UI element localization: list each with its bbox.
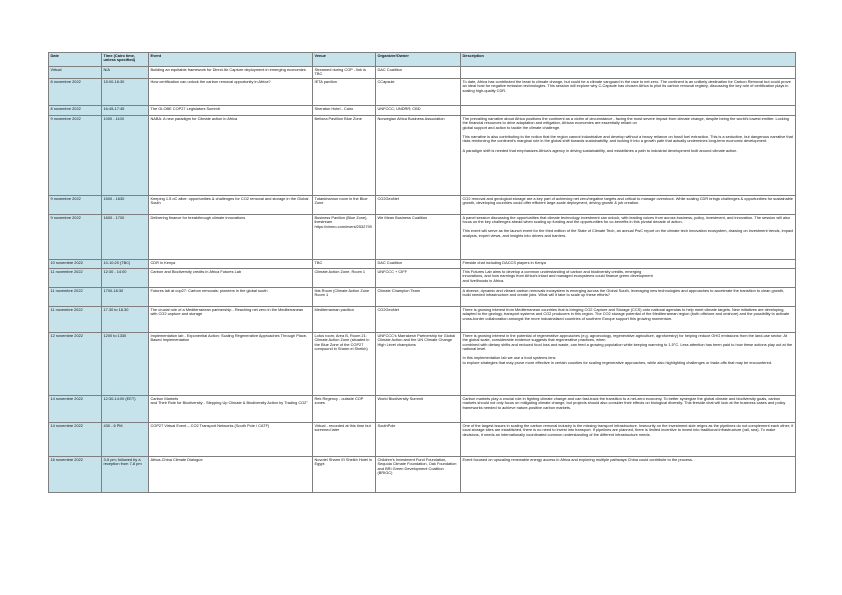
cell-date: 10 novembre 2022 <box>49 260 102 269</box>
cell-time: 10-10:20 (TBC) <box>102 260 149 269</box>
cell-event: The crucial role of a Mediterranean partnership - Reaching net zero in the Mediterranean with CO2 capture and storage <box>149 307 313 333</box>
cell-description <box>461 67 796 79</box>
cell-description: The prevailing narrative about Africa positions the continent as a victim of circumstance - facing the most severe impact from climate change, despite being the world's lowest emitter. Locking the financial resources to drive adaptation and mitigation, African economies are essentially reliant on global support and action to tackle the climate challenge. This narrative is also contributing to the notion that the region cannot industrialize and develop without a heavy reliance on fossil fuel extraction. This is a seductive, but dangerous narrative that risks reinforcing the continent's marginal role in the global shift towards sustainability, and locking it into a growth path that actually undermines long-term economic development. A paradigm shift is needed that emphasizes Africa's agency in driving sustainability, and establishes a path to industrial development built around climate action. <box>461 116 796 196</box>
cell-organizer: DAC Coalition <box>376 67 461 79</box>
table-row <box>49 79 796 106</box>
cell-description: A diverse, dynamic and vibrant carbon removals ecosystem is emerging across the Global South, leveraging new technologies and approaches to accelerate the transition to clean growth, build needed infrastructure and create jobs. What will it take to scale up these efforts? <box>461 288 796 307</box>
cell-time: 1700-18:30 <box>102 288 149 307</box>
cell-date: 16 novembre 2022 <box>49 457 102 493</box>
cell-event: CDR in Kenya <box>149 260 313 269</box>
cell-time: 1500 - 1630 <box>102 196 149 215</box>
cell-organizer: Norwegian Africa Business Association <box>376 116 461 196</box>
cell-venue: Ibis Room (Climate Action Zone Room 1 <box>313 288 376 307</box>
table-row <box>49 106 796 116</box>
header-description: Description <box>461 53 796 67</box>
cell-event: How certification can unlock the carbon removal opportunity in Africa? <box>149 79 313 106</box>
cell-event: Keeping 1.5 oC alive: opportunities & challenges for CO2 removal and storage in the Global South <box>149 196 313 215</box>
table-row <box>49 423 796 457</box>
cell-event: Implementation lab - Exponential Action: Scaling Regenerative Approaches Through Place-Based Implementation <box>149 333 313 396</box>
header-venue: Venue <box>313 53 376 67</box>
cell-time: 1600 - 1700 <box>102 215 149 260</box>
cell-date: Virtual <box>49 67 102 79</box>
cell-description: Fireside chat including DACCS players in Kenya <box>461 260 796 269</box>
cell-description: A panel session discussing the opportunities that climate technology investment can unlock, with leading voices from across business, policy, investment, and innovation. The session will also focus on the key challenges ahead when scaling up funding and the opportunities for co-benefits in this pivotal decade of action. This event will serve as the launch event for the third edition of the State of Climate Tech, an annual PwC report on the climate tech innovation ecosystem, drawing on investment trends, impact analysis, expert views, and insights into drivers and barriers. <box>461 215 796 260</box>
cell-event: Building an equitable framework for Direct Air Capture deployment in emerging economies <box>149 67 313 79</box>
cell-time: 430 - 6 PM <box>102 423 149 457</box>
cell-venue: IETA pavilion <box>313 79 376 106</box>
header-row <box>49 53 796 67</box>
cell-venue: Streamed during COP - link is TBC <box>313 67 376 79</box>
cell-venue: Business Pavilion (Blue Zone), livestream https://vimeo.com/event/2532799 <box>313 215 376 260</box>
cell-organizer: UNFCCC + CIFF <box>376 269 461 288</box>
cell-time: 12:30 - 14:00 <box>102 269 149 288</box>
table-row <box>49 196 796 215</box>
cell-organizer: Children's Investment Fund Foundation, Sequoia Climate Foundation, Oak Foundation and BRI Green Development Coalition (BRIGC) <box>376 457 461 493</box>
cell-date: 8 novembre 2022 <box>49 106 102 116</box>
cell-time: 16:45-17:45 <box>102 106 149 116</box>
cell-description <box>461 106 796 116</box>
cell-event: Delivering finance for breakthrough climate innovations <box>149 215 313 260</box>
table-row <box>49 215 796 260</box>
header-time: Time (Cairo time, unless specified) <box>102 53 149 67</box>
cell-description: One of the largest issues in scaling the carbon removal industry is the missing transport infrastructure. Insecurity on the investment side reigns as the pipelines do not complement each other; if local storage sites are established, there is no need to invest into transport. If pipelines are planned, there is limited incentive to invest into traditional infrastructure (rail, sea). To make decisions, it needs an internationally coordinated common understanding of the different infrastructure needs. <box>461 423 796 457</box>
cell-date: 9 novembre 2022 <box>49 215 102 260</box>
cell-organizer: DAC Coalition <box>376 260 461 269</box>
header-date: Date <box>49 53 102 67</box>
cell-time: 17.30 to 18.30 <box>102 307 149 333</box>
table-row <box>49 396 796 423</box>
cell-event: Carbon and Biodiversity credits in Africa Futures Lab <box>149 269 313 288</box>
cell-venue: Climate Action Zone, Room 1 <box>313 269 376 288</box>
cell-description: This Futures Lab aims to develop a common understanding of carbon and biodiversity credits, emerging innovations, and how earnings from Africa's intact and managed ecosystems could finance green development and livelihoods in Africa. <box>461 269 796 288</box>
cell-venue: Lotus room, Area B, Room 21: Climate Action Zone (situated in the Blue Zone of the COP27 compound in Sharm el Sheikh) <box>313 333 376 396</box>
cell-venue: TBC <box>313 260 376 269</box>
cell-description: Event focused on upscaling renewable energy access in Africa and exploring multiple pathways China could contribute to the process. <box>461 457 796 493</box>
cell-venue: Tutankhamun room in the Blue Zone <box>313 196 376 215</box>
cell-venue: Sheraton Hotel - Cairo <box>313 106 376 116</box>
cell-venue: Mediterranean pavilion <box>313 307 376 333</box>
events-table <box>48 52 796 493</box>
cell-event: Carbon Markets and Their Role for Biodiversity - Stepping Up Climate & Biodiversity Action by Trading CO2" <box>149 396 313 423</box>
cell-organizer: We Mean Business Coalition <box>376 215 461 260</box>
cell-date: 11 novembre 2022 <box>49 269 102 288</box>
cell-date: 12 novembre 2022 <box>49 333 102 396</box>
table-row <box>49 269 796 288</box>
cell-organizer: CCapsule <box>376 79 461 106</box>
table-row <box>49 307 796 333</box>
table-row <box>49 260 796 269</box>
cell-organizer: CO2GeoNet <box>376 196 461 215</box>
cell-event: COP27 Virtual Event – CO2 Transport Networks (South Pole / CATF) <box>149 423 313 457</box>
cell-organizer: UNFCCC; UNDRR; CBD <box>376 106 461 116</box>
cell-organizer: Climate Champion Team <box>376 288 461 307</box>
cell-event: Africa-China Climate Dialogue <box>149 457 313 493</box>
cell-event: Futures lab at cop27: Carbon removals: pioneers in the global south <box>149 288 313 307</box>
cell-date: 9 novembre 2022 <box>49 196 102 215</box>
cell-venue: Virtual - recorded at this time but screened later <box>313 423 376 457</box>
cell-organizer: UNFCCC's Marrakesh Partnership for Global Climate Action and the UN Climate Change High Level champions <box>376 333 461 396</box>
cell-date: 8 novembre 2022 <box>49 79 102 106</box>
cell-time: 1200 to 1330 <box>102 333 149 396</box>
table-row <box>49 457 796 493</box>
cell-time: 12:30-14:00 (EET) <box>102 396 149 423</box>
cell-time: 1000 - 1100 <box>102 116 149 196</box>
cell-description: To date, Africa has contributed the least to climate change, but could be a climate vanguard in the race to net zero. The continent is an unlikely destination for Carbon Removal but could prove an ideal host for negative emission technologies. This session will explore why C-Capsule has chosen Africa to pilot its carbon removal registry, discussing the key role of certification plays in scaling high-quality CDR. <box>461 79 796 106</box>
cell-time: 15:00-16:30 <box>102 79 149 106</box>
schedule-sheet <box>48 52 795 493</box>
header-organizer: Organizer/Owner <box>376 53 461 67</box>
cell-venue: Rek Regency - outside COP zones <box>313 396 376 423</box>
cell-date: 14 novembre 2022 <box>49 396 102 423</box>
cell-description: CO2 removal and geological storage are a key part of achieving net zero/negative targets and critical to manage overshoot. While scaling CDR brings challenges & opportunities for sustainable growth, developing countries could offer efficient large-scale deployment, driving growth & job creation. <box>461 196 796 215</box>
cell-description: There is growing interest in the potential of regenerative approaches (e.g. agroecology, regenerative agriculture, agroforestry) for helping reduce GHG emissions from the land-use sector. At the global scale, considerable evidence suggests that regenerative practices, when combined with dietary shifts and reduced food loss and waste, can feed a growing population while keeping warming to 1.5°C. Less attention has been paid to how these actions play out at the national level. In this implementation lab we use a food systems lens to explore strategies that may prove more effective in certain counties for scaling regenerative approaches, while also highlighting challenges or trade-offs that may be encountered. <box>461 333 796 396</box>
header-event: Event <box>149 53 313 67</box>
table-row <box>49 333 796 396</box>
cell-date: 11 novembre 2022 <box>49 307 102 333</box>
cell-venue: Bellona Pavillion Blue Zone <box>313 116 376 196</box>
cell-event: The GLOBE COP27 Legislators Summit <box>149 106 313 116</box>
cell-date: 14 novembre 2022 <box>49 423 102 457</box>
cell-event: NABA: A new paradigm for Climate action in Africa <box>149 116 313 196</box>
cell-organizer: World Biodiversity Summit <box>376 396 461 423</box>
cell-organizer: CO2GeoNet <box>376 307 461 333</box>
table-row <box>49 116 796 196</box>
cell-time: N/A <box>102 67 149 79</box>
cell-date: 11 novembre 2022 <box>49 288 102 307</box>
cell-time: 3-5 pm; followed by a reception from 7-8 pm <box>102 457 149 493</box>
cell-description: Carbon markets play a crucial role in fighting climate change and can fast-track the transition to a net-zero economy. To better synergize the global climate and biodiversity goals, carbon markets should not only focus on mitigating climate change, but projects should also consider their effects on biological diversity. This fireside chat will look at the business cases and policy frameworks needed to achieve nature-positive carbon markets. <box>461 396 796 423</box>
table-row <box>49 288 796 307</box>
cell-date: 9 novembre 2022 <box>49 116 102 196</box>
cell-description: There is growing interest from Mediterranean countries that is bringing CO2 Capture and Storage (CCS) onto national agendas to help meet climate targets. New initiatives are developing, adapted to the geology, transport systems and CO2 producers in this region. The CO2 storage potential of the Mediterranean region (both offshore and onshore) and the possibility to activate cross-border collaboration amongst the more industrialised countries of southern Europe support this growing momentum. <box>461 307 796 333</box>
table-row <box>49 67 796 79</box>
cell-venue: Novotel Sharm El Sheikh Hotel in Egypt <box>313 457 376 493</box>
cell-organizer: SouthPole <box>376 423 461 457</box>
